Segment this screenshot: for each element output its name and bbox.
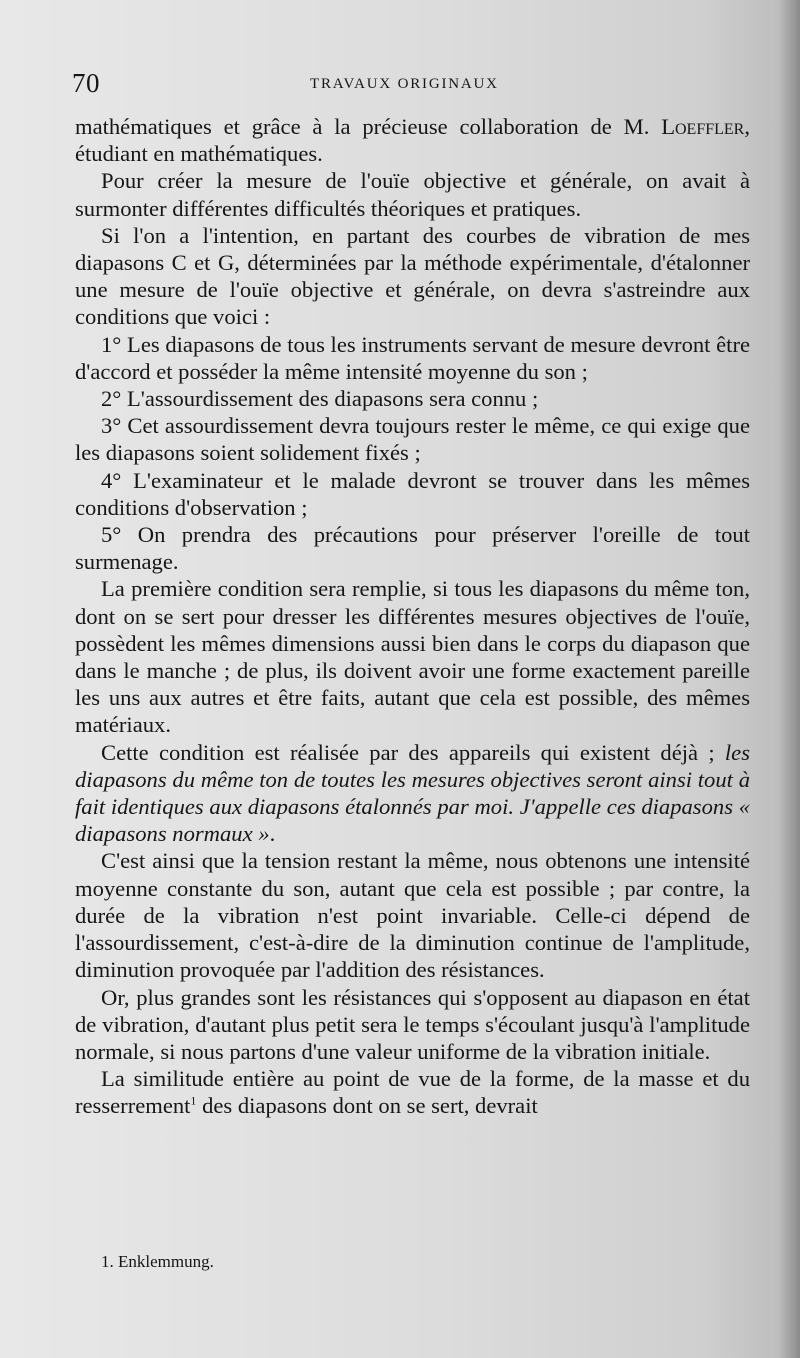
paragraph-tension: C'est ainsi que la tension restant la même, nous obtenons une intensité moyenne constante du son, autant que cela est possible ; par contre, la durée de la vibration n'est point invariable. Celle-ci dépend de l'assourdissement, c'est-à-dire de la diminution continue de l'amplitude, diminution provoquée par l'addition des résistances. (75, 848, 750, 983)
paragraph-1-end: , étudiant en mathématiques. (75, 114, 750, 167)
paragraph-normal-tuning-forks (75, 739, 750, 848)
page-header (72, 68, 732, 102)
footnote: 1. Enklemmung. (101, 1252, 214, 1271)
running-head: TRAVAUX ORIGINAUX (310, 76, 499, 92)
body-text (75, 113, 750, 1120)
footnote-mark[interactable]: 1 (190, 1093, 197, 1108)
paragraph-3: Si l'on a l'intention, en partant des courbes de vibration de mes diapasons C et G, déterminées par la méthode expérimentale, d'étalonner une mesure de l'ouïe objective et générale, on devra s'astreindre aux conditions que voici : (75, 222, 750, 330)
paragraph-similitude (75, 1065, 750, 1119)
paragraph-13-end: des diapasons dont on se sert, devrait (196, 1093, 538, 1119)
condition-1: 1° Les diapasons de tous les instruments servant de mesure devront être d'accord et posséder la même intensité moyenne du son ; (75, 331, 750, 384)
paragraph-10-text: Cette condition est réalisée par des appareils qui existent déjà ; (101, 739, 725, 765)
paragraph-2: Pour créer la mesure de l'ouïe objective et générale, on avait à surmonter différentes difficultés théoriques et pratiques. (75, 168, 750, 221)
condition-2: 2° L'assourdissement des diapasons sera connu ; (101, 386, 539, 412)
paragraph-13-text: La similitude entière au point de vue de la forme, de la masse et du resserrement (75, 1066, 750, 1119)
paragraph-resistances: Or, plus grandes sont les résistances qui s'opposent au diapason en état de vibration, d'autant plus petit sera le temps s'écoulant jusqu'à l'amplitude normale, si nous partons d'une valeur uniforme de la vibration initiale. (75, 984, 750, 1064)
paragraph-1-text: mathématiques et grâce à la précieuse collaboration de M. (75, 114, 662, 139)
page-number: 70 (72, 68, 100, 98)
condition-4: 4° L'examinateur et le malade devront se trouver dans les mêmes conditions d'observation ; (75, 467, 750, 520)
condition-5: 5° On prendra des précautions pour préserver l'oreille de tout surmenage. (75, 522, 750, 575)
paragraph-1 (75, 113, 750, 167)
italic-statement: les diapasons du même ton de toutes les mesures objectives seront ainsi tout à fait identiques aux diapasons étalonnés par moi. J'appelle ces diapasons « diapasons normaux » (75, 739, 750, 847)
paragraph-10-end: . (269, 821, 276, 847)
condition-3: 3° Cet assourdissement devra toujours rester le même, ce qui exige que les diapasons soient solidement fixés ; (75, 413, 750, 466)
paragraph-first-condition: La première condition sera remplie, si tous les diapasons du même ton, dont on se sert pour dresser les différentes mesures objectives de l'ouïe, possèdent les mêmes dimensions aussi bien dans le corps du diapason que dans le manche ; de plus, ils doivent avoir une forme exactement pareille les uns aux autres et être faits, autant que cela est possible, des mêmes matériaux. (75, 576, 750, 738)
author-name: Loeffler (661, 114, 745, 139)
